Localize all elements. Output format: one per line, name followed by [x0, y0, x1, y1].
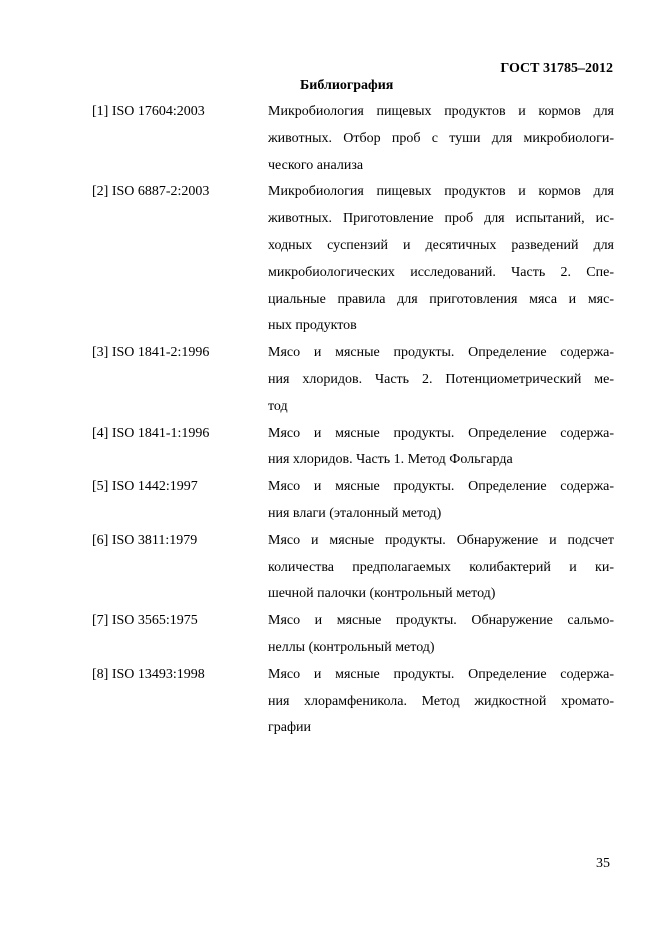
- description-line: графии: [268, 720, 312, 736]
- page-number: 35: [596, 856, 610, 871]
- description-line: ных продуктов: [268, 318, 357, 334]
- description-line: ческого анализа: [268, 157, 364, 173]
- bibliography-entry: [92, 528, 614, 608]
- description-line: Мясо и мясные продукты. Определение содержа-: [268, 666, 614, 682]
- description-line: Мясо и мясные продукты. Определение содержа-: [268, 479, 614, 495]
- description-line: Мясо и мясные продукты. Определение содержа-: [268, 345, 614, 361]
- description-line: микробиологических исследований. Часть 2. Спе-: [268, 264, 614, 280]
- bibliography-list: [92, 99, 614, 742]
- description-line: шечной палочки (контрольный метод): [268, 586, 496, 602]
- description-line: Микробиология пищевых продуктов и кормов для: [268, 184, 614, 200]
- bibliography-entry: [92, 608, 614, 662]
- description-line: Мясо и мясные продукты. Обнаружение сальмо-: [268, 613, 614, 629]
- description-line: ния хлорамфеникола. Метод жидкостной хромато-: [268, 693, 614, 709]
- description-line: Мясо и мясные продукты. Определение содержа-: [268, 425, 614, 441]
- bibliography-entry-description: [268, 99, 614, 179]
- description-line: циальные правила для приготовления мяса и мяс-: [268, 291, 614, 307]
- bibliography-entry: [92, 179, 614, 340]
- description-line: тод: [268, 398, 288, 414]
- bibliography-entry-description: [268, 474, 614, 528]
- bibliography-title: Библиография: [300, 78, 394, 93]
- description-line: ния хлоридов. Часть 1. Метод Фольгарда: [268, 452, 513, 468]
- description-line: ния хлоридов. Часть 2. Потенциометрический ме-: [268, 371, 614, 387]
- document-standard-code: ГОСТ 31785–2012: [500, 61, 613, 76]
- bibliography-entry-reference: [1] ISO 17604:2003: [92, 104, 205, 119]
- bibliography-entry-reference: [6] ISO 3811:1979: [92, 532, 198, 548]
- bibliography-entry-reference: [4] ISO 1841-1:1996: [92, 425, 210, 441]
- description-line: животных. Отбор проб с туши для микробиологи-: [268, 130, 614, 146]
- bibliography-entry-reference: [5] ISO 1442:1997: [92, 479, 198, 495]
- description-line: ния влаги (эталонный метод): [268, 505, 442, 521]
- bibliography-entry-description: [268, 528, 614, 608]
- bibliography-entry: [92, 421, 614, 475]
- bibliography-entry-description: [268, 340, 614, 420]
- description-line: количества предполагаемых колибактерий и ки-: [268, 559, 614, 575]
- description-line: Микробиология пищевых продуктов и кормов для: [268, 104, 614, 119]
- description-line: Мясо и мясные продукты. Обнаружение и подсчет: [268, 532, 614, 548]
- description-line: ходных суспензий и десятичных разведений для: [268, 237, 614, 253]
- bibliography-entry: [92, 662, 614, 742]
- bibliography-entry: [92, 474, 614, 528]
- bibliography-entry: [92, 340, 614, 420]
- bibliography-entry-description: [268, 662, 614, 742]
- bibliography-entry-description: [268, 608, 614, 662]
- bibliography-entry: [92, 99, 614, 179]
- description-line: неллы (контрольный метод): [268, 639, 435, 655]
- bibliography-entry-reference: [3] ISO 1841-2:1996: [92, 345, 210, 361]
- bibliography-entry-reference: [8] ISO 13493:1998: [92, 666, 205, 682]
- bibliography-entry-reference: [7] ISO 3565:1975: [92, 613, 198, 629]
- bibliography-entry-reference: [2] ISO 6887-2:2003: [92, 184, 210, 200]
- description-line: животных. Приготовление проб для испытаний, ис-: [268, 211, 614, 227]
- bibliography-entry-description: [268, 179, 614, 340]
- bibliography-entry-description: [268, 421, 614, 475]
